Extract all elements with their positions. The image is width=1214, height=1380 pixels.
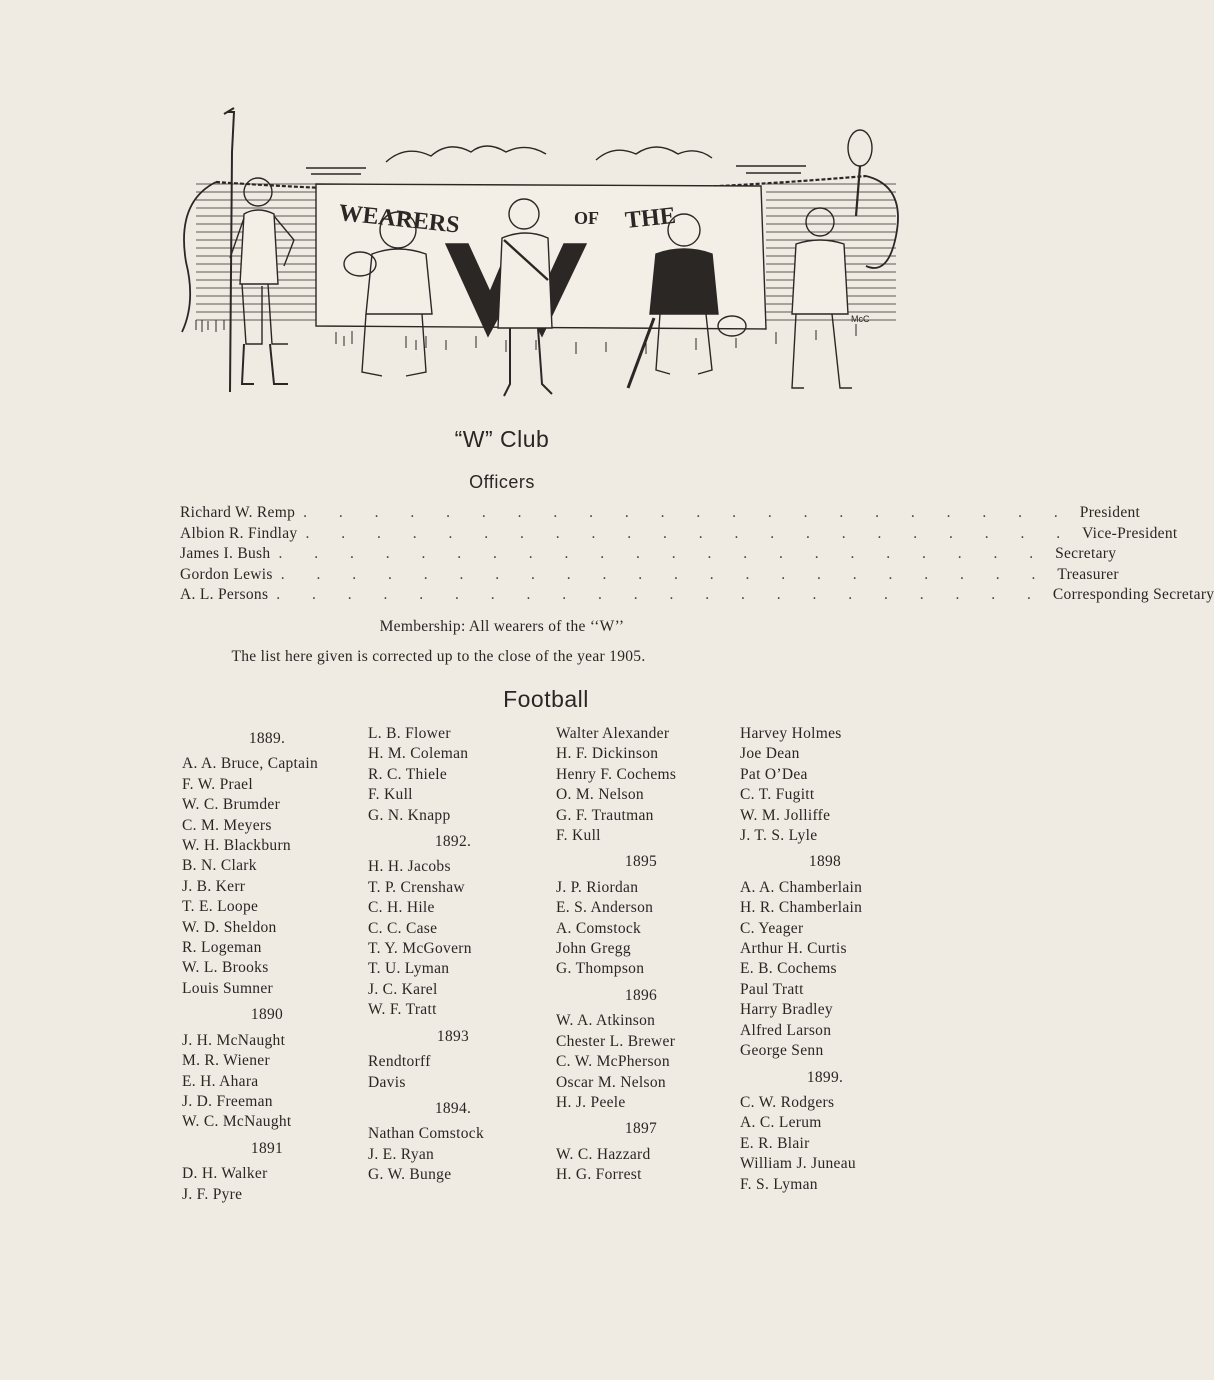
player-name: John Gregg [556,940,631,958]
player-name: C. W. McPherson [556,1053,670,1071]
officers-heading: Officers [469,472,535,492]
dot-leader: . . . . . . . . . . . . . . . . . . . . . . [303,504,1072,521]
officer-name: James I. Bush [180,545,271,562]
player-name: Rendtorff [368,1053,431,1071]
year-heading: 1898 [808,853,842,871]
player-name: W. L. Brooks [182,959,269,977]
player-name: Arthur H. Curtis [740,940,847,958]
player-name: T. U. Lyman [368,960,450,978]
player-name: H. G. Forrest [556,1166,642,1184]
player-name: J. E. Ryan [368,1145,435,1163]
player-name: H. R. Chamberlain [740,899,863,917]
player-name: C. C. Case [368,919,438,937]
year-heading: 1899. [806,1068,844,1086]
list-note: The list here given is corrected up to the close of the year 1905. [231,648,646,665]
year-heading: 1890 [250,1006,284,1024]
player-name: C. Yeager [740,919,804,937]
year-heading: 1889. [248,730,286,747]
roster-column-2 [368,724,538,1186]
player-name: W. C. Hazzard [556,1145,651,1163]
player-name: C. T. Fugitt [740,786,815,804]
officer-title: President [1079,504,1141,521]
player-name: W. H. Blackburn [182,837,291,855]
player-name: E. B. Cochems [740,960,837,978]
player-name: O. M. Nelson [556,786,644,804]
club-title: “W” Club [454,426,550,452]
player-name: R. C. Thiele [368,765,448,783]
membership-line: Membership: All wearers of the ‘‘W’’ [379,618,625,635]
roster-column-4 [740,724,910,1195]
dot-leader: . . . . . . . . . . . . . . . . . . . . . . [280,565,1050,583]
player-name: Chester L. Brewer [556,1032,676,1050]
roster-column-3 [556,724,726,1186]
player-name: D. H. Walker [182,1165,268,1183]
officer-title: Secretary [1055,545,1117,562]
officer-row [180,504,1141,525]
player-name: F. W. Prael [182,775,253,793]
player-name: C. W. Rodgers [740,1093,835,1111]
player-name: A. A. Chamberlain [740,878,863,896]
player-name: William J. Juneau [740,1155,856,1173]
player-name: Walter Alexander [556,725,670,742]
player-name: M. R. Wiener [182,1052,270,1070]
player-name: George Senn [740,1042,824,1060]
player-name: E. H. Ahara [182,1072,259,1090]
player-name: A. A. Bruce, Captain [182,755,319,773]
player-name: J. B. Kerr [182,877,246,895]
player-name: Joe Dean [740,745,800,763]
officer-title: Vice-President [1082,524,1178,542]
roster-column-1 [182,723,352,1205]
player-name: W. C. Brumder [182,796,281,814]
player-name: Alfred Larson [740,1021,832,1039]
player-name: Henry F. Cochems [556,765,677,783]
header-illustration [176,104,914,414]
player-name: L. B. Flower [368,725,451,742]
player-name: Harvey Holmes [740,725,842,742]
player-name: Louis Sumner [182,979,273,997]
player-name: T. P. Crenshaw [368,878,465,896]
player-name: J. C. Karel [368,980,438,998]
player-name: R. Logeman [182,939,262,957]
officer-name: Gordon Lewis [180,565,273,583]
player-name: G. W. Bunge [368,1166,452,1184]
section-title-football: Football [503,686,589,712]
player-name: A. Comstock [556,919,642,937]
dot-leader: . . . . . . . . . . . . . . . . . . . . . . [276,586,1045,603]
player-name: Paul Tratt [740,980,804,998]
year-heading: 1896 [624,986,658,1004]
player-name: W. M. Jolliffe [740,806,831,824]
svg-text:McC: McC [851,314,870,324]
year-heading: 1894. [434,1099,472,1117]
player-name: J. D. Freeman [182,1092,273,1110]
officer-title: Corresponding Secretary [1052,586,1214,603]
player-name: E. R. Blair [740,1134,810,1152]
year-heading: 1891 [250,1139,284,1157]
player-name: J. T. S. Lyle [740,827,818,845]
svg-text:WEARERS: WEARERS [337,200,461,239]
officer-name: A. L. Persons [180,586,269,603]
player-name: G. F. Trautman [556,806,654,824]
player-name: Davis [368,1073,406,1091]
player-name: G. Thompson [556,960,645,978]
player-name: J. F. Pyre [182,1185,243,1203]
player-name: Oscar M. Nelson [556,1073,666,1091]
officer-row [180,545,1117,566]
player-name: C. M. Meyers [182,816,272,834]
player-name: T. Y. McGovern [368,940,472,958]
player-name: W. A. Atkinson [556,1012,656,1030]
year-heading: 1892. [434,833,472,851]
player-name: B. N. Clark [182,857,257,875]
player-name: H. J. Peele [556,1093,626,1111]
player-name: W. F. Tratt [368,1001,437,1019]
player-name: Harry Bradley [740,1001,833,1019]
player-name: W. D. Sheldon [182,918,277,936]
player-name: C. H. Hile [368,899,435,917]
player-name: T. E. Loope [182,898,259,916]
dot-leader: . . . . . . . . . . . . . . . . . . . . . . [305,524,1075,542]
svg-text:OF: OF [574,208,599,228]
year-heading: 1895 [624,853,658,871]
player-name: J. H. McNaught [182,1031,286,1049]
player-name: A. C. Lerum [740,1114,822,1132]
player-name: H. F. Dickinson [556,745,659,763]
officer-row [180,565,1119,587]
player-name: Pat O’Dea [740,765,808,783]
officer-row [180,524,1178,546]
year-heading: 1893 [436,1027,470,1045]
player-name: H. M. Coleman [368,745,469,763]
player-name: E. S. Anderson [556,899,654,917]
officer-row [180,586,1214,607]
player-name: F. S. Lyman [740,1175,818,1193]
officer-name: Albion R. Findlay [180,524,298,542]
player-name: W. C. McNaught [182,1113,292,1131]
player-name: F. Kull [556,827,601,845]
officer-name: Richard W. Remp [180,504,296,521]
player-name: Nathan Comstock [368,1125,484,1143]
officers-list [180,504,1214,607]
player-name: F. Kull [368,786,413,804]
dot-leader: . . . . . . . . . . . . . . . . . . . . . . [278,545,1048,562]
year-heading: 1897 [624,1120,658,1138]
player-name: H. H. Jacobs [368,858,451,876]
player-name: J. P. Riordan [556,878,639,896]
player-name: G. N. Knapp [368,806,451,824]
officer-title: Treasurer [1057,565,1119,583]
svg-text:THE: THE [623,202,678,234]
